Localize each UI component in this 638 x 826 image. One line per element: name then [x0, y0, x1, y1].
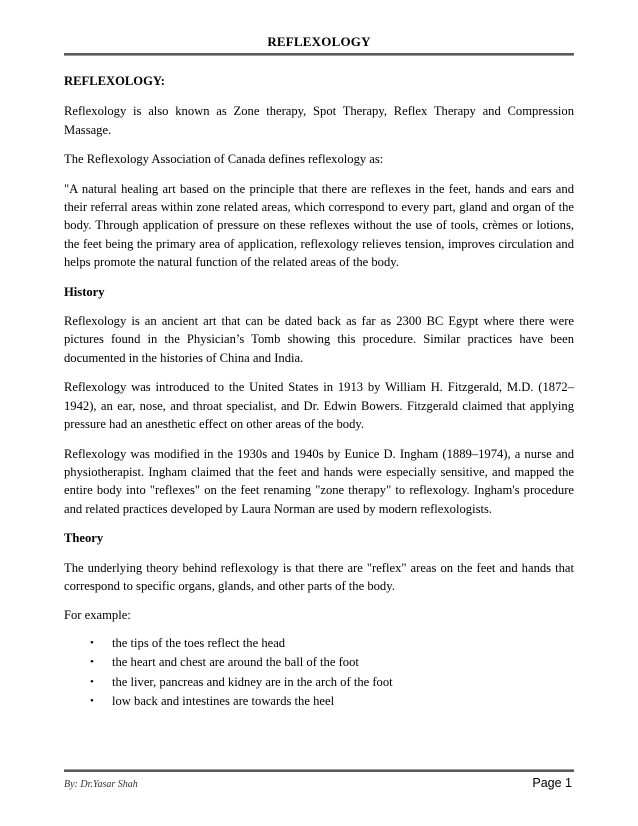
footer-author: By: Dr.Yasar Shah: [64, 779, 138, 790]
example-label: For example:: [64, 608, 131, 623]
history-heading: History: [64, 284, 105, 299]
theory-paragraph: The underlying theory behind reflexology is that there are "reflex" areas on the feet and hands that correspond to specific organs, glands, and other parts of the body.: [64, 560, 574, 593]
bullet-icon: •: [90, 656, 94, 669]
history-paragraph-1: Reflexology is an ancient art that can be dated back as far as 2300 BC Egypt where there were pictures found in the Physician’s Tomb showing this procedure. Similar practices have been documented in the histories of China and India.: [64, 314, 574, 365]
history-paragraph-3: Reflexology was modified in the 1930s and 1940s by Eunice D. Ingham (1889–1974), a nurse and physiotherapist. Ingham claimed that the feet and hands were especially sensitive, and mapped the entire body into "reflexes" on the feet renaming "zone therapy" to reflexology. Ingham's procedure and related practices developed by Laura Norman are used by modern reflexologists.: [64, 446, 574, 516]
list-item-text: the heart and chest are around the ball of the foot: [112, 655, 359, 670]
header-divider: [64, 53, 574, 56]
list-item: [64, 673, 574, 692]
bullet-icon: •: [90, 636, 94, 649]
list-item-text: low back and intestines are towards the heel: [112, 693, 335, 708]
list-item: [64, 692, 574, 711]
page-body: [64, 72, 574, 711]
bullet-icon: •: [90, 675, 94, 688]
intro-paragraph: Reflexology is also known as Zone therapy, Spot Therapy, Reflex Therapy and Compression Massage.: [64, 104, 574, 137]
history-paragraph-2: Reflexology was introduced to the United States in 1913 by William H. Fitzgerald, M.D. (1872–1942), an ear, nose, and throat specialist, and Dr. Edwin Bowers. Fitzgerald claimed that applying pressure had an anesthetic effect on other areas of the body.: [64, 380, 574, 432]
theory-heading: Theory: [64, 531, 104, 546]
footer-divider: [64, 769, 574, 772]
list-item-text: the liver, pancreas and kidney are in the arch of the foot: [112, 674, 393, 689]
bullet-icon: •: [90, 694, 94, 707]
page-number: Page 1: [532, 776, 572, 790]
definition-paragraph: "A natural healing art based on the principle that there are reflexes in the feet, hands and ears and their referral areas within zone related areas, which correspond to every part, gland and organ of the body. Through application of pressure on these reflexes without the use of tools, crèmes or lotions, the feet being the primary area of application, reflexology relieves tension, improves circulation and helps promote the natural function of the related areas of the body.: [64, 181, 574, 270]
list-item: [64, 653, 574, 672]
association-paragraph: The Reflexology Association of Canada defines reflexology as:: [64, 152, 384, 167]
list-item-text: the tips of the toes reflect the head: [112, 635, 286, 650]
running-header-title: REFLEXOLOGY: [267, 34, 371, 49]
example-list: [64, 634, 574, 712]
main-heading: REFLEXOLOGY:: [64, 74, 166, 88]
list-item: [64, 634, 574, 653]
